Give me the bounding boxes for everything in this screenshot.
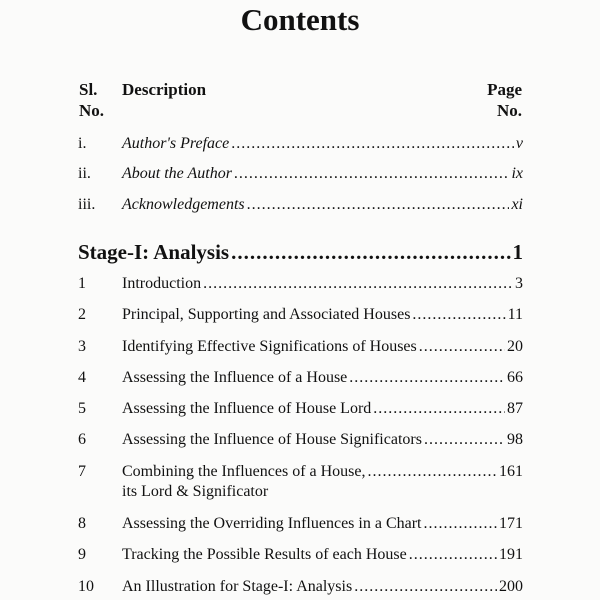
entry-number: 1 xyxy=(78,275,86,292)
entry-line xyxy=(122,134,523,154)
toc-entry-chapter-7[interactable] xyxy=(78,462,523,502)
entry-page: 3 xyxy=(515,275,523,292)
entry-number: 7 xyxy=(78,463,86,480)
entry-page: ix xyxy=(511,165,523,182)
entry-line xyxy=(122,514,523,534)
dot-leader xyxy=(412,305,505,325)
dot-leader xyxy=(203,274,513,294)
entry-title: About the Author xyxy=(122,165,232,182)
entry-line xyxy=(122,545,523,565)
entry-line xyxy=(122,399,523,419)
entry-page: 20 xyxy=(507,338,523,355)
entry-number: 2 xyxy=(78,306,86,323)
entry-page: 66 xyxy=(507,369,523,386)
entry-line xyxy=(122,430,523,450)
entry-title: Principal, Supporting and Associated Houses xyxy=(122,306,411,323)
entry-title: An Illustration for Stage-I: Analysis xyxy=(122,578,353,595)
entry-line xyxy=(122,577,523,597)
entry-title: Author's Preface xyxy=(122,135,230,152)
stage-heading[interactable] xyxy=(78,240,523,264)
dot-leader xyxy=(234,164,510,184)
stage-page: 1 xyxy=(512,240,523,264)
entry-page: 11 xyxy=(507,306,523,323)
entry-number: 9 xyxy=(78,546,86,563)
entry-page: 171 xyxy=(499,515,523,532)
entry-page: v xyxy=(515,135,523,152)
entry-line xyxy=(122,305,523,325)
dot-leader xyxy=(231,240,510,264)
entry-line xyxy=(122,195,523,215)
entry-line xyxy=(122,337,523,357)
sl-header-line1: Sl. xyxy=(79,80,98,99)
entry-title: Assessing the Influence of a House xyxy=(122,369,348,386)
entry-title: Assessing the Influence of House Significators xyxy=(122,431,422,448)
page-header-line1: Page xyxy=(487,80,522,99)
dot-leader xyxy=(423,514,497,534)
entry-page: 191 xyxy=(499,546,523,563)
entry-title: Acknowledgements xyxy=(122,196,245,213)
page-no-header xyxy=(487,79,522,121)
dot-leader xyxy=(419,337,505,357)
dot-leader xyxy=(349,368,505,388)
entry-number: 5 xyxy=(78,400,86,417)
entry-title: Introduction xyxy=(122,275,202,292)
dot-leader xyxy=(247,195,510,215)
entry-page: 200 xyxy=(499,578,523,595)
sl-no-header xyxy=(79,79,104,121)
entry-title-continuation: its Lord & Significator xyxy=(122,483,269,500)
entry-number: ii. xyxy=(78,165,91,182)
entry-number: 10 xyxy=(78,578,94,595)
dot-leader xyxy=(368,462,498,482)
entry-number: 6 xyxy=(78,431,86,448)
entry-number: i. xyxy=(78,135,87,152)
entry-page: 98 xyxy=(507,431,523,448)
dot-leader xyxy=(373,399,505,419)
entry-number: iii. xyxy=(78,196,96,213)
dot-leader xyxy=(354,577,497,597)
entry-title: Assessing the Overriding Influences in a Chart xyxy=(122,515,422,532)
sl-header-line2: No. xyxy=(79,101,105,120)
entry-line xyxy=(122,164,523,184)
entry-number: 3 xyxy=(78,338,86,355)
entry-number: 8 xyxy=(78,515,86,532)
entry-title: Assessing the Influence of House Lord xyxy=(122,400,372,417)
entry-number: 4 xyxy=(78,369,86,386)
entry-page: xi xyxy=(511,196,523,213)
entry-page: 87 xyxy=(507,400,523,417)
entry-title: Tracking the Possible Results of each House xyxy=(122,546,407,563)
page-header-line2: No. xyxy=(496,101,522,120)
entry-line xyxy=(122,368,523,388)
description-header: Description xyxy=(122,80,207,99)
entry-title: Combining the Influences of a House, xyxy=(122,463,366,480)
entry-line xyxy=(122,274,523,294)
stage-title: Stage-I: Analysis xyxy=(78,240,230,264)
dot-leader xyxy=(424,430,505,450)
dot-leader xyxy=(409,545,497,565)
dot-leader xyxy=(231,134,514,154)
page-title: Contents xyxy=(240,2,360,37)
entry-title: Identifying Effective Significations of Houses xyxy=(122,338,417,355)
entry-page: 161 xyxy=(499,463,523,480)
entry-line xyxy=(122,462,523,482)
